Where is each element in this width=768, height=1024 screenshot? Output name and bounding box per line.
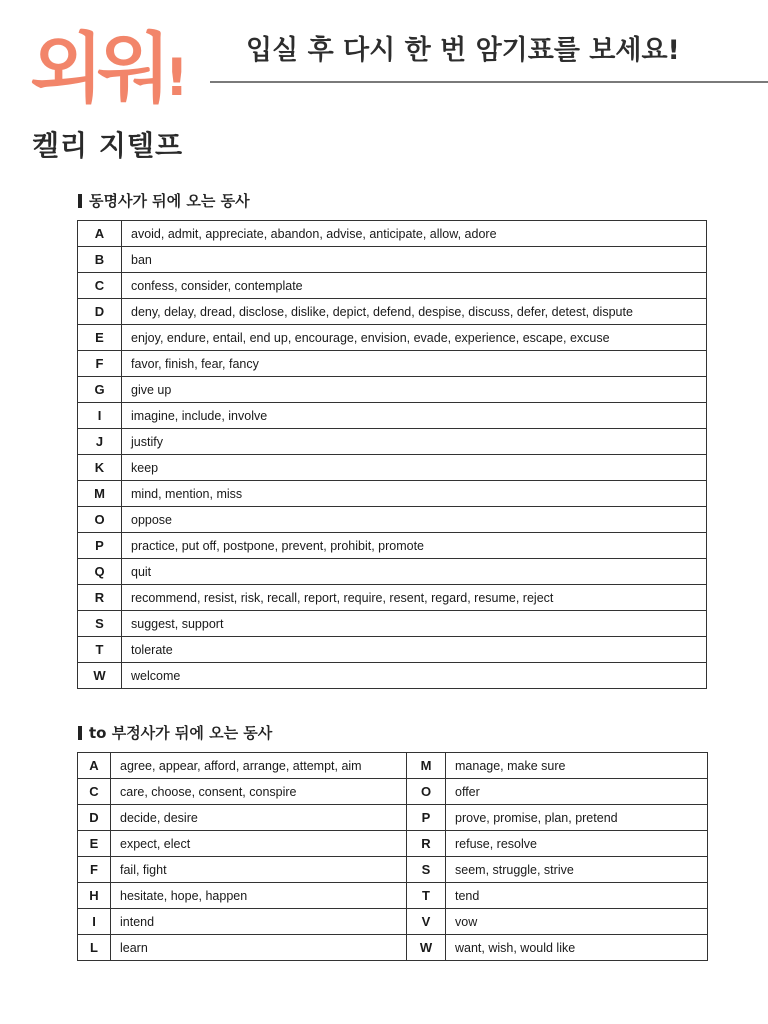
table-row: [78, 559, 707, 585]
row-words-right: prove, promise, plan, pretend: [446, 805, 708, 831]
row-letter-left: E: [78, 831, 111, 857]
row-words: ban: [122, 247, 707, 273]
table-row: [78, 299, 707, 325]
row-letter: C: [78, 273, 122, 299]
table-row: [78, 455, 707, 481]
table-row: [78, 351, 707, 377]
row-words-left: intend: [111, 909, 407, 935]
header-divider: [210, 81, 768, 83]
row-words: favor, finish, fear, fancy: [122, 351, 707, 377]
row-letter-right: O: [407, 779, 446, 805]
row-letter: I: [78, 403, 122, 429]
row-words: justify: [122, 429, 707, 455]
section-title-infinitive: [78, 722, 272, 743]
row-letter: Q: [78, 559, 122, 585]
table-row: [78, 909, 708, 935]
section-marker: [78, 194, 82, 208]
row-letter: O: [78, 507, 122, 533]
row-words-right: want, wish, would like: [446, 935, 708, 961]
row-letter: E: [78, 325, 122, 351]
row-words-left: care, choose, consent, conspire: [111, 779, 407, 805]
table-row: [78, 403, 707, 429]
table-row: [78, 805, 708, 831]
row-letter: D: [78, 299, 122, 325]
table-row: [78, 857, 708, 883]
row-words: practice, put off, postpone, prevent, prohibit, promote: [122, 533, 707, 559]
table-row: [78, 585, 707, 611]
row-letter: W: [78, 663, 122, 689]
row-words: deny, delay, dread, disclose, dislike, depict, defend, despise, discuss, defer, detest, dispute: [122, 299, 707, 325]
row-words-left: agree, appear, afford, arrange, attempt, aim: [111, 753, 407, 779]
logo-exclaim: !: [164, 48, 187, 108]
logo-subtitle: 켈리 지텔프: [32, 129, 183, 162]
row-words: confess, consider, contemplate: [122, 273, 707, 299]
section-marker: [78, 726, 82, 740]
row-letter-right: P: [407, 805, 446, 831]
table-row: [78, 611, 707, 637]
row-words-right: vow: [446, 909, 708, 935]
gerund-verbs-table: [77, 220, 707, 689]
row-letter: G: [78, 377, 122, 403]
row-letter: A: [78, 221, 122, 247]
row-letter-left: A: [78, 753, 111, 779]
row-words-right: refuse, resolve: [446, 831, 708, 857]
row-letter-right: V: [407, 909, 446, 935]
infinitive-verbs-table: [77, 752, 708, 961]
row-words-left: expect, elect: [111, 831, 407, 857]
row-words: oppose: [122, 507, 707, 533]
row-words: tolerate: [122, 637, 707, 663]
row-words-left: learn: [111, 935, 407, 961]
row-letter-right: R: [407, 831, 446, 857]
table-row: [78, 663, 707, 689]
row-letter: T: [78, 637, 122, 663]
row-letter-left: I: [78, 909, 111, 935]
table-row: [78, 273, 707, 299]
table-row: [78, 481, 707, 507]
row-words-left: fail, fight: [111, 857, 407, 883]
row-words: enjoy, endure, entail, end up, encourage, envision, evade, experience, escape, excuse: [122, 325, 707, 351]
section-title-text: 동명사가 뒤에 오는 동사: [89, 192, 250, 210]
row-letter-left: C: [78, 779, 111, 805]
row-letter-left: F: [78, 857, 111, 883]
row-words: avoid, admit, appreciate, abandon, advise, anticipate, allow, adore: [122, 221, 707, 247]
row-words: welcome: [122, 663, 707, 689]
row-words: keep: [122, 455, 707, 481]
logo-main-text: 외워: [30, 24, 165, 113]
row-words-left: hesitate, hope, happen: [111, 883, 407, 909]
section-title-gerund: [78, 190, 250, 211]
row-words-right: manage, make sure: [446, 753, 708, 779]
row-letter: M: [78, 481, 122, 507]
row-letter: B: [78, 247, 122, 273]
row-words: imagine, include, involve: [122, 403, 707, 429]
row-words-right: seem, struggle, strive: [446, 857, 708, 883]
row-letter-right: M: [407, 753, 446, 779]
row-letter-left: L: [78, 935, 111, 961]
table-row: [78, 883, 708, 909]
table-row: [78, 935, 708, 961]
row-words-right: offer: [446, 779, 708, 805]
row-letter-right: T: [407, 883, 446, 909]
row-letter-right: W: [407, 935, 446, 961]
table-row: [78, 779, 708, 805]
row-letter: F: [78, 351, 122, 377]
row-letter-left: D: [78, 805, 111, 831]
row-words: suggest, support: [122, 611, 707, 637]
row-letter: K: [78, 455, 122, 481]
row-letter: S: [78, 611, 122, 637]
row-letter: R: [78, 585, 122, 611]
logo: [30, 14, 200, 124]
row-letter-right: S: [407, 857, 446, 883]
section-title-text: to 부정사가 뒤에 오는 동사: [89, 724, 273, 742]
table-row: [78, 221, 707, 247]
row-words-right: tend: [446, 883, 708, 909]
table-row: [78, 325, 707, 351]
table-row: [78, 753, 708, 779]
table-row: [78, 429, 707, 455]
row-words: recommend, resist, risk, recall, report, require, resent, regard, resume, reject: [122, 585, 707, 611]
table-row: [78, 247, 707, 273]
row-letter: J: [78, 429, 122, 455]
page-title: 입실 후 다시 한 번 암기표를 보세요!: [246, 35, 680, 66]
row-words: mind, mention, miss: [122, 481, 707, 507]
table-row: [78, 831, 708, 857]
row-letter-left: H: [78, 883, 111, 909]
table-row: [78, 533, 707, 559]
row-words-left: decide, desire: [111, 805, 407, 831]
table-row: [78, 377, 707, 403]
table-row: [78, 637, 707, 663]
row-letter: P: [78, 533, 122, 559]
row-words: give up: [122, 377, 707, 403]
table-row: [78, 507, 707, 533]
row-words: quit: [122, 559, 707, 585]
